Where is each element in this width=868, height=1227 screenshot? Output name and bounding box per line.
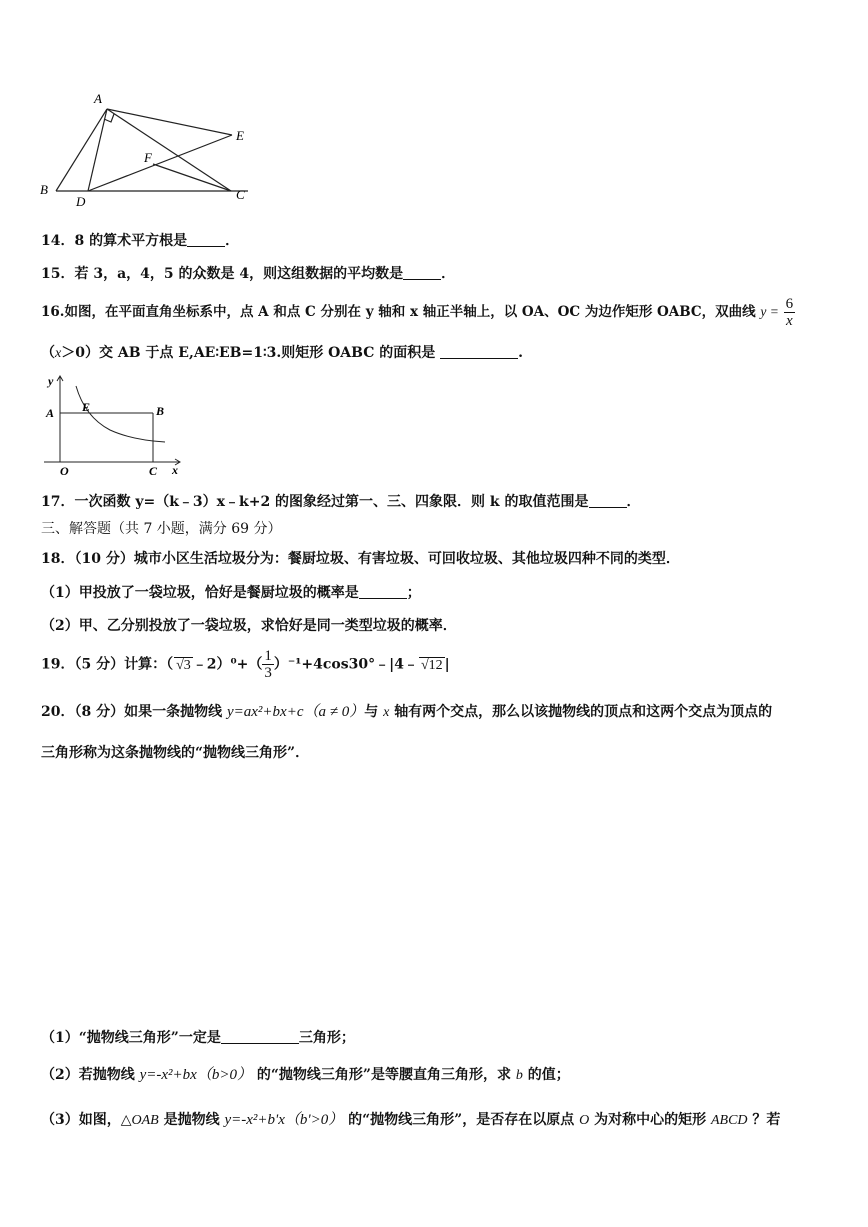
x-variable: x [383,705,390,720]
question-18-text: 18．（10 分）城市小区生活垃圾分为：餐厨垃圾、有害垃圾、可回收垃圾、其他垃圾四种不同的类型． [41,551,680,567]
question-18-stem [41,548,680,568]
question-20-part3 [41,1108,780,1129]
label-c: C [236,187,245,202]
question-19-end: | [444,656,450,673]
hyperbola-fraction [784,296,796,329]
question-20-part2-c: 的值； [527,1067,570,1083]
axis-y-label: y [48,374,54,388]
question-20-part3-a: （3）如图，△ [41,1112,132,1128]
label-o: O [60,464,69,477]
label-a: A [46,406,55,420]
label-c: C [149,464,158,477]
fraction-denominator: 3 [264,665,272,681]
hyperbola-y: y = [760,304,779,319]
question-20-part3-b: 是抛物线 [163,1112,220,1128]
question-16-line2 [41,342,523,362]
answer-blank-17[interactable] [589,493,627,508]
question-20-rest: 轴有两个交点，那么以该抛物线的顶点和这两个交点为顶点的 [394,704,773,720]
question-20-mid: 与 [364,704,379,720]
question-19-mid1: ﹣2）⁰+（ [192,656,263,673]
question-18-part1-text: （1）甲投放了一袋垃圾，恰好是餐厨垃圾的概率是 [41,585,359,601]
question-15-end: ． [441,266,456,282]
fraction-numerator: 1 [264,648,272,664]
question-20-part3-d: 为对称中心的矩形 [594,1112,707,1128]
question-20-part2-a: （2）若抛物线 [41,1067,135,1083]
question-19-prefix: 19．（5 分）计算：（ [41,656,174,673]
question-20-line1 [41,700,772,721]
question-18-part1-end: ； [406,585,421,601]
fraction-denominator: x [785,313,793,329]
question-16-line1 [41,296,795,329]
parabola-formula-3: y=-x²+b'x（b'>0） [224,1112,344,1128]
question-20-part1 [41,1027,355,1047]
question-16-text: 16.如图，在平面直角坐标系中，点 A 和点 C 分别在 y 轴和 x 轴正半轴上，以 OA、OC 为边作矩形 OABC，双曲线 [41,304,756,320]
question-15 [41,263,455,283]
b-variable: b [515,1068,523,1083]
question-20-part3-c: 的“抛物线三角形”，是否存在以原点 [348,1112,575,1128]
fraction-one-third [262,648,274,681]
label-e: E [82,400,91,414]
question-20-part1-b: 三角形； [298,1030,355,1046]
question-19 [41,648,450,681]
answer-blank-18-1[interactable] [359,584,407,599]
rectangle-abcd: ABCD [710,1113,748,1128]
question-19-mid2: ）⁻¹+4cos30°﹣|4﹣ [273,656,418,673]
answer-blank-16[interactable] [440,344,518,359]
question-18-part2-text: （2）甲、乙分别投放了一袋垃圾，求恰好是同一类型垃圾的概率． [41,618,457,634]
label-d: D [76,194,86,208]
label-e: E [236,128,244,143]
geometry-figure-triangle [36,86,254,208]
question-20-part2 [41,1063,570,1084]
question-16-end: . [518,345,524,361]
label-b: B [156,404,165,418]
parabola-formula-2: y=-x²+bx（b>0） [139,1067,252,1083]
x-variable: x [55,346,62,361]
coordinate-figure-hyperbola [40,372,190,477]
question-20-line2 [41,742,309,762]
question-16-text-2: ＞0）交 AB 于点 E,AE∶EB=1∶3.则矩形 OABC 的面积是 [61,345,436,361]
question-17-end: ． [626,494,641,510]
origin-o: O [579,1113,590,1128]
question-20-prefix: 20．（8 分）如果一条抛物线 [41,704,223,720]
question-18-part1 [41,582,421,602]
sqrt-3-radicand: 3 [183,657,191,673]
triangle-oab: OAB [131,1113,159,1128]
label-f: F [144,150,152,165]
answer-blank-20-1[interactable] [221,1029,299,1044]
question-18-part2 [41,615,457,635]
sqrt-12-radicand: 12 [428,657,443,673]
question-20-line2-text: 三角形称为这条抛物线的“抛物线三角形”． [41,745,310,761]
question-15-text: 15．若 3，a，4，5 的众数是 4，则这组数据的平均数是 [41,266,404,282]
parabola-formula: y=ax²+bx+c（a ≠ 0） [226,704,365,720]
answer-blank-14[interactable] [187,232,225,247]
label-a: A [94,91,102,106]
answer-blank-15[interactable] [403,265,441,280]
axis-x-label: x [172,463,178,477]
paren-open: （ [41,345,55,361]
question-17 [41,491,641,511]
label-b: B [40,182,48,197]
fraction-numerator: 6 [785,296,794,312]
sqrt-3: √3 [176,657,191,673]
question-20-part1-a: （1）“抛物线三角形”一定是 [41,1030,221,1046]
question-20-part2-b: 的“抛物线三角形”是等腰直角三角形，求 [256,1067,511,1083]
question-14-text: 14．8 的算术平方根是 [41,233,188,249]
question-14-end: ． [225,233,240,249]
question-20-part3-e: ？若 [752,1112,781,1128]
question-14 [41,230,239,250]
question-17-text: 17．一次函数 y=（k﹣3）x﹣k+2 的图象经过第一、三、四象限．则 k 的取值范围是 [41,494,589,510]
section-title: 三、解答题（共 7 小题，满分 69 分） [41,521,282,537]
section-heading [41,518,282,538]
sqrt-12: √12 [420,657,443,673]
